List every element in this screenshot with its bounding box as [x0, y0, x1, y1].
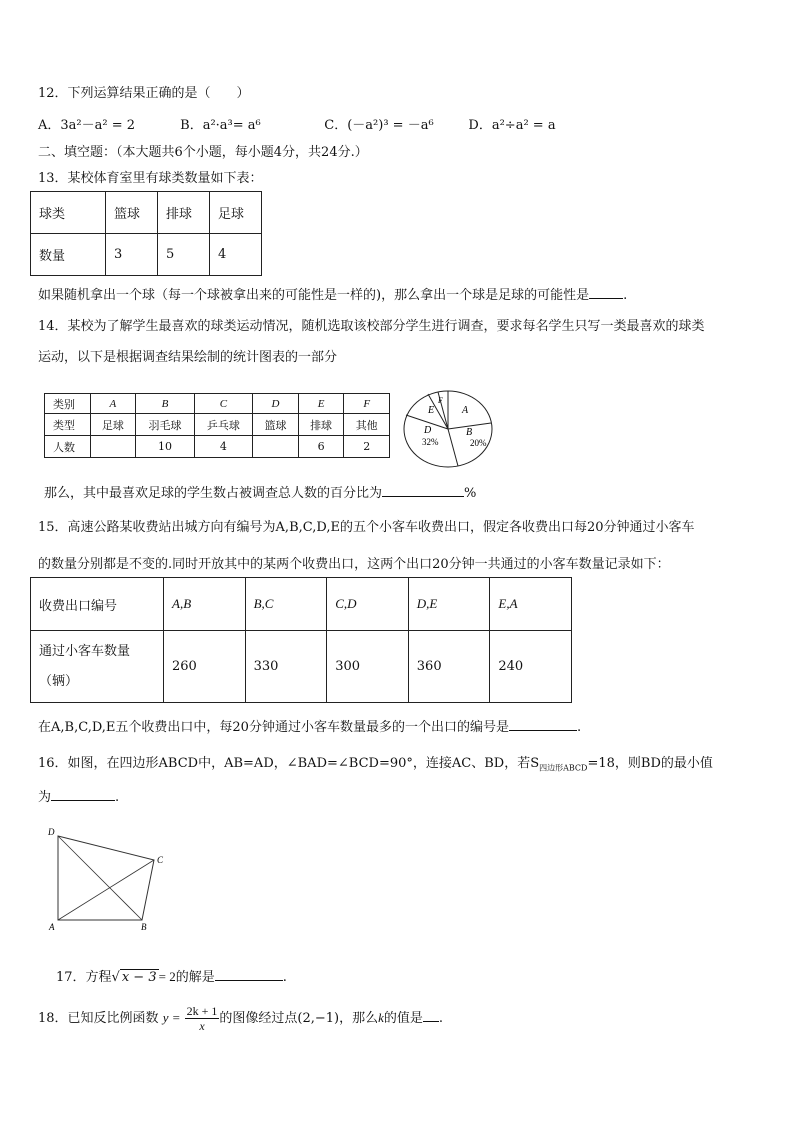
q18-numerator: 2k + 1 [186, 1004, 218, 1018]
answer-blank[interactable] [51, 788, 115, 801]
sqrt-sign: √ [111, 970, 120, 985]
q13-end: . [623, 288, 628, 303]
q12-stem: 12．下列运算结果正确的是（ ） [38, 86, 250, 101]
q12-option-a[interactable]: A．3a²－a² = 2 [38, 118, 136, 133]
q14-cell: E [298, 394, 344, 414]
q18-y: y = [162, 1010, 181, 1025]
q13-stem: 13．某校体育室里有球类数量如下表： [38, 171, 263, 186]
q14-cell: 乒乓球 [194, 414, 252, 436]
q15-value: 360 [408, 631, 490, 703]
pie-label-e: E [428, 405, 435, 416]
q15-col: B,C [245, 578, 327, 631]
pie-label-b-pct: 20% [470, 438, 487, 448]
q15-value: 240 [490, 631, 572, 703]
q15-question-text: 在A,B,C,D,E五个收费出口中，每20分钟通过小客车数量最多的一个出口的编号是 [38, 720, 509, 735]
q17-radicand: x − 3 [121, 970, 157, 985]
answer-blank[interactable] [589, 286, 623, 299]
q14-cell: 4 [194, 436, 252, 458]
q14-cell: B [136, 394, 194, 414]
q16-stem-1 [38, 752, 713, 774]
q16-stem-text: 16．如图，在四边形ABCD中，AB=AD，∠BAD=∠BCD=90°，连接AC、BD，若S [38, 756, 540, 771]
q14-cell: 人数 [45, 436, 91, 458]
q16-end: . [115, 790, 120, 805]
pie-label-f: F [438, 396, 443, 405]
q18-pre: 18．已知反比例函数 [38, 1011, 159, 1026]
q16-quadrilateral-diagram [44, 824, 174, 934]
pie-label-b: B [466, 427, 473, 438]
answer-blank[interactable] [423, 1009, 439, 1022]
q14-cell: 其他 [344, 414, 390, 436]
q14-cell: F [344, 394, 390, 414]
q13-cell: 球类 [31, 192, 106, 234]
q15-value: 260 [164, 631, 246, 703]
q13-cell: 4 [210, 234, 262, 276]
q12-option-b[interactable]: B．a²·a³= a⁶ [180, 118, 261, 133]
q12-option-c[interactable]: C．(－a²)³ = －a⁶ [324, 118, 434, 133]
q18-k: k [378, 1010, 384, 1025]
q18-end: . [438, 1011, 444, 1026]
answer-blank[interactable] [509, 718, 577, 731]
q14-cell: 羽毛球 [136, 414, 194, 436]
q13-question-text: 如果随机拿出一个球（每一个球被拿出来的可能性是一样的)，那么拿出一个球是足球的可能性是 [38, 288, 590, 303]
q18-fraction [185, 1004, 220, 1033]
q14-pie-chart [398, 383, 508, 473]
answer-blank[interactable] [382, 484, 464, 497]
q15-row-head [31, 631, 164, 703]
q14-unit: % [464, 486, 477, 501]
q15-row2-head-1: 通过小客车数量 [39, 643, 131, 659]
q12-options [38, 114, 556, 133]
q14-cell: 2 [344, 436, 390, 458]
q15-col: A,B [164, 578, 246, 631]
q14-cell: 类型 [45, 414, 91, 436]
q17-post: 的解是 [175, 970, 215, 985]
q14-cell: 10 [136, 436, 194, 458]
pie-label-d-pct: 32% [422, 437, 439, 447]
q15-question [38, 716, 581, 735]
q12-option-d[interactable]: D．a²÷a² = a [468, 118, 556, 133]
q18-mid: 的图像经过点(2,−1)，那么 [219, 1011, 379, 1026]
q15-col: E,A [490, 578, 572, 631]
q18-line [38, 1004, 443, 1033]
answer-blank[interactable] [215, 968, 283, 981]
q14-cell: A [90, 394, 136, 414]
q13-cell: 篮球 [106, 192, 158, 234]
q15-value: 330 [245, 631, 327, 703]
q13-cell: 数量 [31, 234, 106, 276]
q16-stem-2 [38, 786, 119, 805]
q17-eq: = 2 [158, 969, 176, 984]
q15-col: C,D [327, 578, 409, 631]
q15-row-head: 收费出口编号 [31, 578, 164, 631]
q15-stem-2: 的数量分别都是不变的.同时开放其中的某两个收费出口，这两个出口20分钟一共通过的小客车数量记录如下： [38, 557, 670, 572]
q13-cell: 排球 [158, 192, 210, 234]
q15-table [30, 577, 572, 703]
q14-table [44, 393, 390, 458]
q14-question [44, 482, 476, 501]
q15-value: 300 [327, 631, 409, 703]
section-heading: 二、填空题：（本大题共6个小题，每小题4分，共24分.） [38, 145, 368, 160]
q17-pre: 17．方程 [56, 970, 112, 985]
q13-table [30, 191, 262, 276]
q16-subscript: 四边形ABCD [539, 763, 588, 773]
q14-cell: D [253, 394, 299, 414]
q15-row2-head-2: （辆） [39, 673, 79, 689]
q14-cell: C [194, 394, 252, 414]
q14-cell: 篮球 [253, 414, 299, 436]
q14-cell [253, 436, 299, 458]
q15-stem-1: 15．高速公路某收费站出城方向有编号为A,B,C,D,E的五个小客车收费出口，假定各收费出口每20分钟通过小客车 [38, 520, 695, 535]
q14-question-text: 那么，其中最喜欢足球的学生数占被调查总人数的百分比为 [44, 486, 383, 501]
q14-cell [90, 436, 136, 458]
vertex-label-b: B [141, 922, 147, 932]
vertex-label-d: D [48, 827, 55, 837]
vertex-label-c: C [157, 855, 164, 865]
q15-col: D,E [408, 578, 490, 631]
q14-cell: 6 [298, 436, 344, 458]
q15-end: . [576, 720, 582, 735]
q17-line [56, 966, 287, 985]
q13-cell: 3 [106, 234, 158, 276]
pie-label-d: D [424, 425, 432, 436]
vertex-label-a: A [49, 922, 55, 932]
q18-denominator: x [199, 1019, 205, 1033]
q17-end: . [282, 970, 287, 985]
q14-stem-2: 运动，以下是根据调查结果绘制的统计图表的一部分 [38, 350, 338, 365]
q16-stem-2-text: 为 [38, 790, 52, 805]
q13-cell: 足球 [210, 192, 262, 234]
q16-stem-text-b: =18，则BD的最小值 [587, 756, 713, 771]
pie-label-a: A [462, 405, 469, 416]
q13-question [38, 284, 627, 303]
q14-cell: 足球 [90, 414, 136, 436]
q18-post: 的值是 [383, 1011, 423, 1026]
q14-cell: 类别 [45, 394, 91, 414]
q14-cell: 排球 [298, 414, 344, 436]
q14-stem-1: 14．某校为了解学生最喜欢的球类运动情况，随机选取该校部分学生进行调查，要求每名学生只写一类最喜欢的球类 [38, 319, 705, 334]
q13-cell: 5 [158, 234, 210, 276]
